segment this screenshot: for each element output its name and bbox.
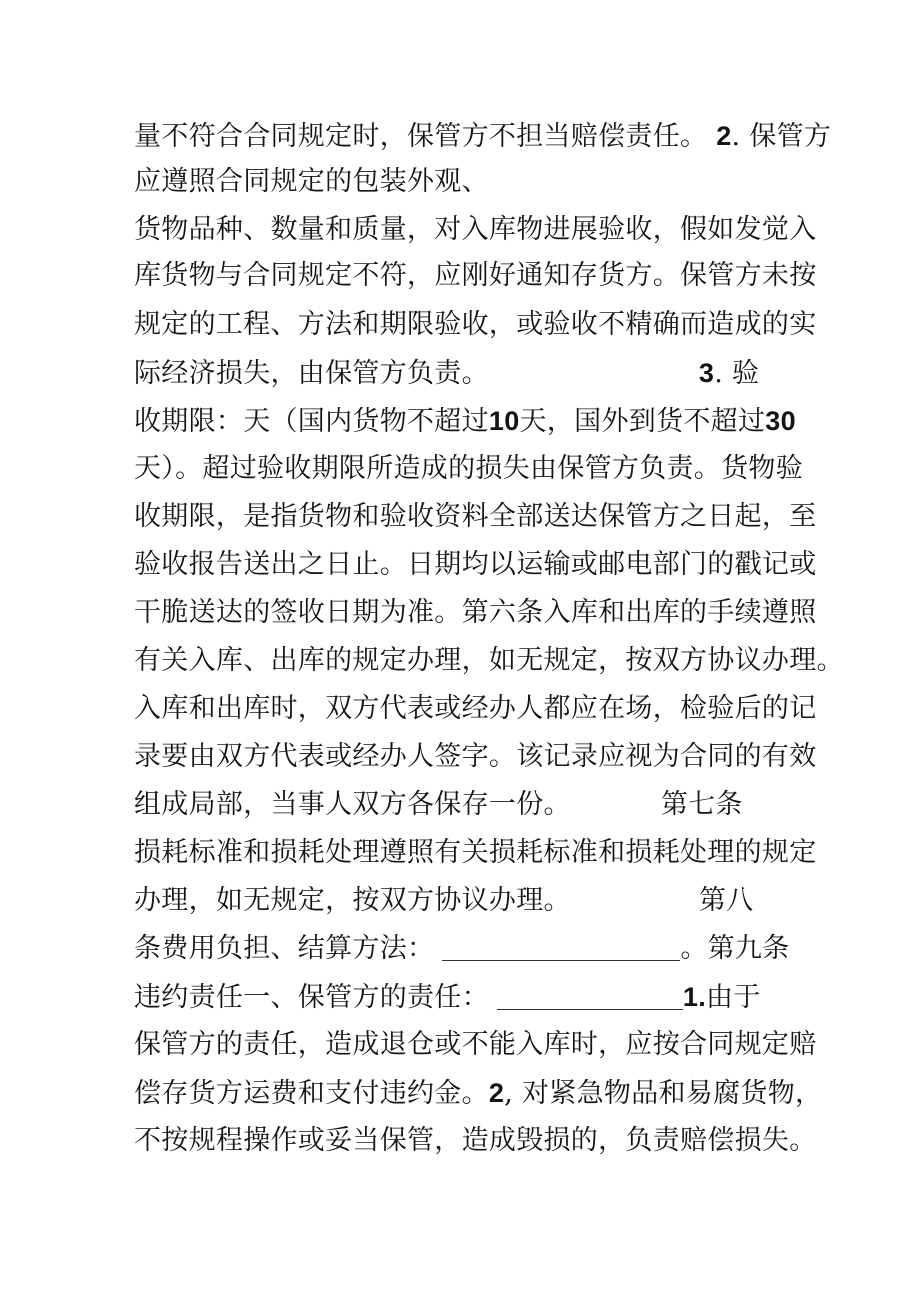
line-text: 损耗标准和损耗处理遵照有关损耗标准和损耗处理的规定 [134, 837, 817, 868]
line-text: . 保管方 [731, 121, 832, 152]
text-line [134, 545, 817, 585]
line-text: 量不符合合同规定时，保管方不担当赔偿责任。 [134, 121, 717, 152]
item-number: 2 [488, 1078, 505, 1108]
line-text: 偿存货方运费和支付违约金。 [134, 1078, 489, 1109]
text-line [134, 1025, 817, 1065]
text-line [134, 737, 817, 777]
line-text: 应遵照合同规定的包装外观、 [134, 166, 489, 197]
text-line [134, 641, 844, 681]
text-line [134, 593, 817, 633]
line-text: 办理，如无规定，按双方协议办理。 [134, 885, 571, 916]
text-line [134, 929, 790, 969]
line-text: 条费用负担、结算方法： [134, 933, 435, 964]
line-text: 验收报告送出之日止。日期均以运输或邮电部门的戳记或 [134, 549, 817, 580]
line-text: 货物品种、数量和质量，对入库物进展验收，假如发觉入 [134, 214, 817, 245]
text-line [134, 256, 817, 296]
line-text: 天，国外到货不超过 [519, 406, 766, 437]
line-text: 规定的工程、方法和期限验收，或验收不精确而造成的实 [134, 309, 817, 340]
item-number: 1. [682, 982, 707, 1012]
line-text: 有关入库、出库的规定办理，如无规定，按双方协议办理。 [134, 645, 844, 676]
text-line [134, 497, 817, 537]
line-text: 干脆送达的签收日期为准。第六条入库和出库的手续遵照 [134, 597, 817, 628]
line-text: 违约责任一、保管方的责任： [134, 982, 489, 1013]
line-text: 第八 [698, 885, 754, 916]
number-value: 10 [488, 406, 520, 436]
line-text: 天）。超过验收期限所造成的损失由保管方负责。货物验 [134, 453, 803, 484]
line-text: 。第九条 [680, 933, 790, 964]
line-text: 录要由双方代表或经办人签字。该记录应视为合同的有效 [134, 741, 817, 772]
line-text: 保管方的责任，造成退仓或不能入库时，应按合同规定赔 [134, 1029, 817, 1060]
text-line [134, 449, 803, 489]
text-line [134, 116, 831, 156]
text-line [134, 881, 753, 921]
line-text: 入库和出库时，双方代表或经办人都应在场，检验后的记 [134, 693, 817, 724]
text-line [134, 977, 761, 1017]
number-value: 30 [765, 406, 796, 436]
text-line [134, 689, 817, 729]
line-text: 收期限，是指货物和验收资料全部送达保管方之日起，至 [134, 501, 817, 532]
line-text: 收期限：天（国内货物不超过 [134, 406, 489, 437]
line-text: 库货物与合同规定不符，应刚好通知存货方。保管方未按 [134, 260, 817, 291]
text-line [134, 401, 796, 441]
text-line [134, 162, 489, 202]
line-text: 不按规程操作或妥当保管，造成毁损的，负责赔偿损失。 [134, 1125, 817, 1156]
text-line [134, 210, 817, 250]
text-line [134, 1073, 822, 1113]
item-number: 2 [716, 121, 732, 151]
fill-in-blank[interactable] [497, 981, 683, 1010]
line-text: . 验 [714, 358, 760, 389]
text-line [134, 353, 759, 393]
text-line [134, 785, 743, 825]
line-text: , 对紧急物品和易腐货物， [504, 1078, 823, 1109]
text-line [134, 305, 817, 345]
line-text: 由于 [706, 982, 761, 1013]
text-line [134, 833, 817, 873]
line-text: 组成局部，当事人双方各保存一份。 [134, 789, 571, 820]
item-number: 3 [698, 358, 715, 388]
line-text: 际经济损失，由保管方负责。 [134, 358, 489, 389]
text-line [134, 1121, 817, 1161]
line-text: 第七条 [660, 789, 743, 820]
fill-in-blank[interactable] [442, 932, 680, 961]
